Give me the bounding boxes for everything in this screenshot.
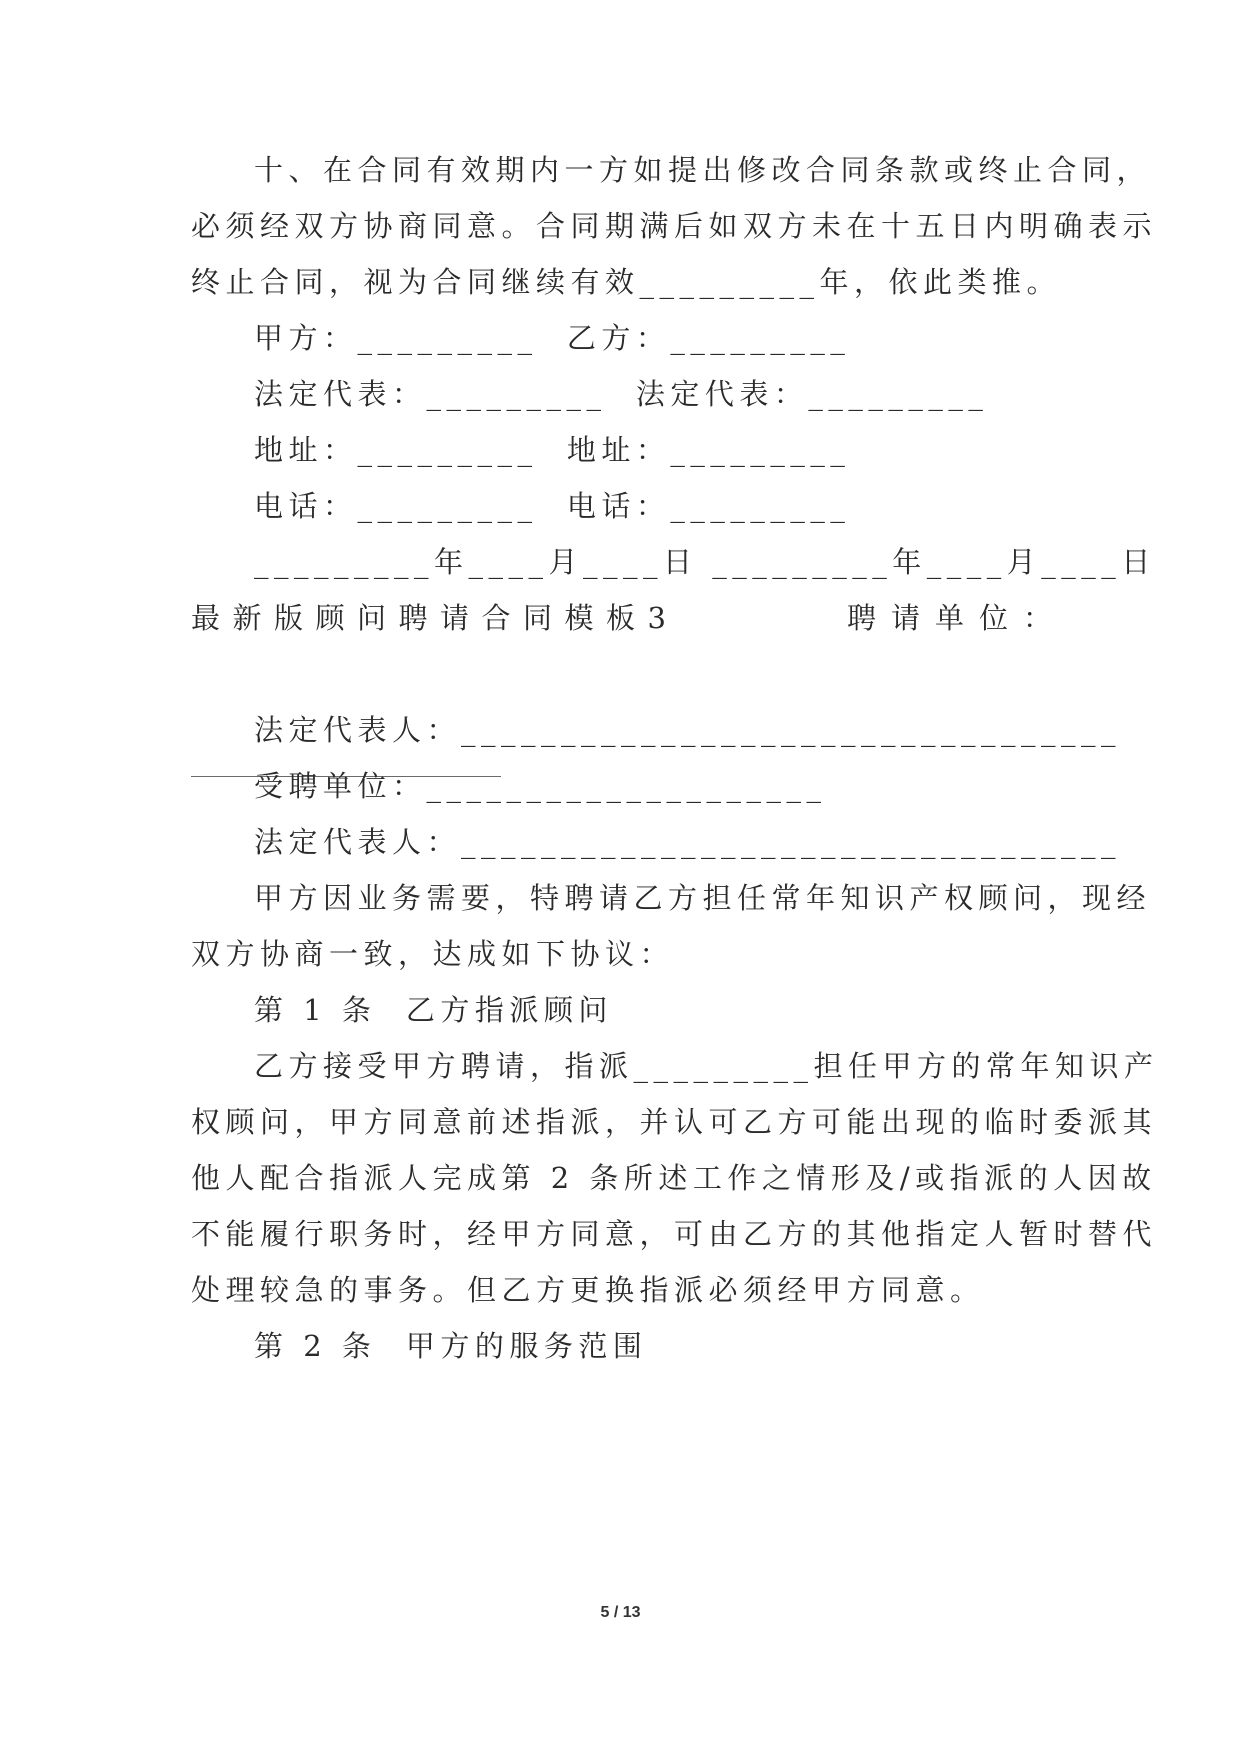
paragraph-line: 十、在合同有效期内一方如提出修改合同条款或终止合同，: [254, 153, 1152, 187]
signature-date-line: _________年____月____日 _________年____月____日: [254, 545, 1156, 579]
paragraph-line: 法定代表人：_________________________________: [254, 713, 1122, 747]
paragraph-line: 乙方接受甲方聘请，指派_________担任甲方的常年知识产: [254, 1049, 1159, 1083]
section-heading: [191, 598, 1067, 638]
signature-phone-line: 电话：_________ 电话：_________: [254, 489, 851, 523]
article-heading: 第 1 条 乙方指派顾问: [254, 993, 613, 1027]
paragraph-line: 不能履行职务时，经甲方同意，可由乙方的其他指定人暂时替代: [191, 1217, 1158, 1251]
paragraph-line: 甲方因业务需要，特聘请乙方担任常年知识产权顾问，现经: [254, 881, 1152, 915]
paragraph-line: 处理较急的事务。但乙方更换指派必须经甲方同意。: [191, 1273, 985, 1307]
paragraph-line: 权顾问，甲方同意前述指派，并认可乙方可能出现的临时委派其: [191, 1105, 1158, 1139]
signature-address-line: 地址：_________ 地址：_________: [254, 433, 851, 467]
signature-party-line: 甲方：_________ 乙方：_________: [254, 321, 851, 355]
paragraph-line: 法定代表人：_________________________________: [254, 825, 1122, 859]
paragraph-line: 终止合同，视为合同继续有效_________年，依此类推。: [191, 265, 1062, 299]
paragraph-line: 双方协商一致，达成如下协议：: [191, 937, 675, 971]
paragraph-line: 受聘单位：____________________: [254, 769, 827, 803]
heading-employer: 聘请单位：: [846, 601, 1067, 635]
paragraph-line: 必须经双方协商同意。合同期满后如双方未在十五日内明确表示: [191, 209, 1158, 243]
page-number: 5 / 13: [600, 1604, 641, 1621]
heading-title: 最新版顾问聘请合同模板3: [191, 601, 679, 635]
article-heading: 第 2 条 甲方的服务范围: [254, 1329, 648, 1363]
signature-rep-line: 法定代表：_________ 法定代表：_________: [254, 377, 989, 411]
paragraph-line: 他人配合指派人完成第 2 条所述工作之情形及/或指派的人因故: [191, 1161, 1157, 1195]
